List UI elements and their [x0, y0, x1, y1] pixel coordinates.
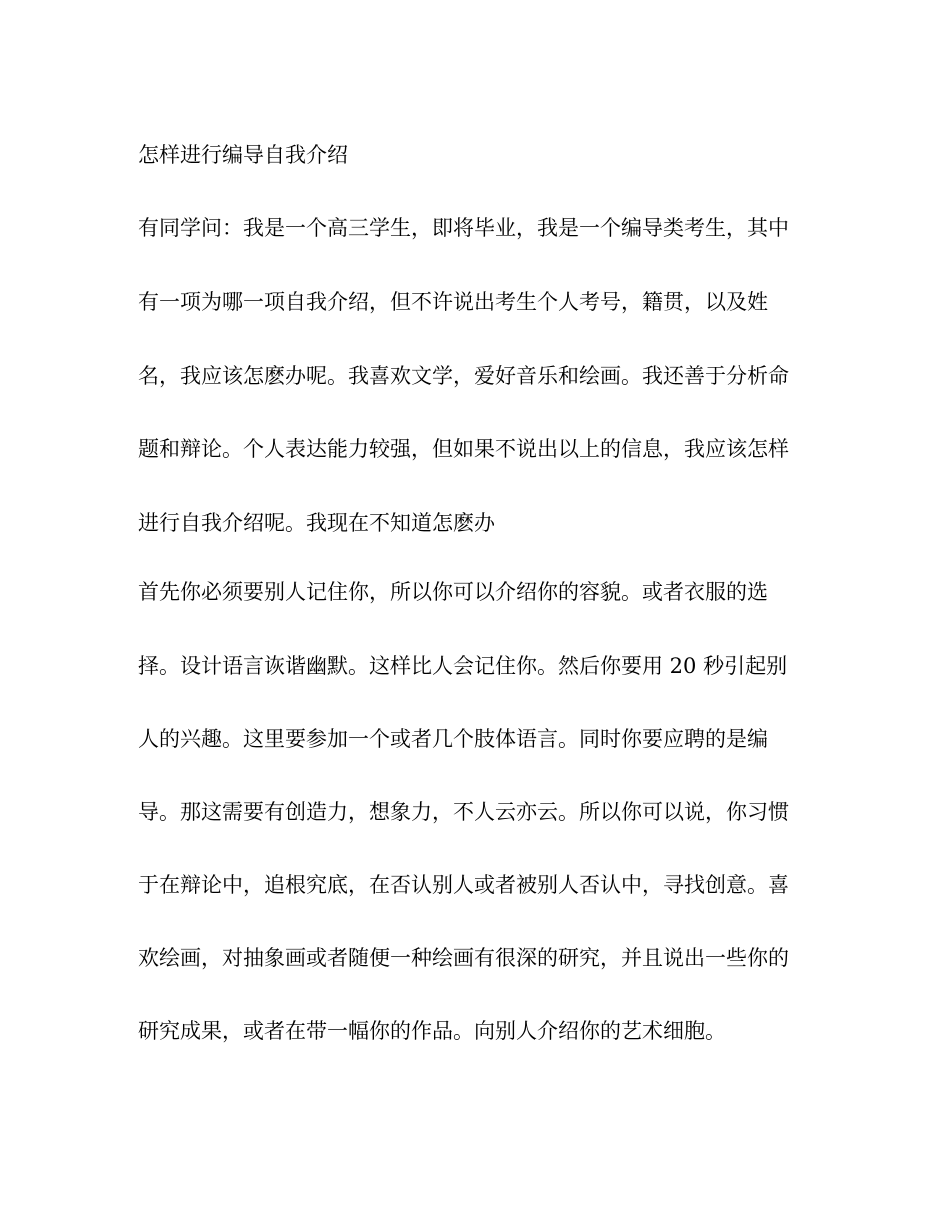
text-line-2: 有一项为哪一项自我介绍，但不许说出考生个人考号，籍贯，以及姓 [138, 290, 768, 314]
text-line-4: 题和辩论。个人表达能力较强，但如果不说出以上的信息，我应该怎样 [138, 437, 789, 461]
text-line-1: 有同学问：我是一个高三学生，即将毕业，我是一个编导类考生，其中 [138, 216, 789, 240]
document-title: 怎样进行编导自我介绍 [138, 143, 348, 167]
text-line-7: 择。设计语言诙谐幽默。这样比人会记住你。然后你要用 20 秒引起别 [138, 654, 788, 678]
text-line-8: 人的兴趣。这里要参加一个或者几个肢体语言。同时你要应聘的是编 [138, 727, 768, 751]
text-line-5: 进行自我介绍呢。我现在不知道怎麽办 [138, 511, 495, 535]
text-line-11: 欢绘画，对抽象画或者随便一种绘画有很深的研究，并且说出一些你的 [138, 946, 789, 970]
text-line-3: 名，我应该怎麽办呢。我喜欢文学，爱好音乐和绘画。我还善于分析命 [138, 364, 789, 388]
text-line-9: 导。那这需要有创造力，想象力，不人云亦云。所以你可以说，你习惯 [138, 800, 789, 824]
text-line-6: 首先你必须要别人记住你，所以你可以介绍你的容貌。或者衣服的选 [138, 580, 768, 604]
text-line-10: 于在辩论中，追根究底，在否认别人或者被别人否认中，寻找创意。喜 [138, 873, 789, 897]
text-line-12: 研究成果，或者在带一幅你的作品。向别人介绍你的艺术细胞。 [138, 1019, 726, 1043]
